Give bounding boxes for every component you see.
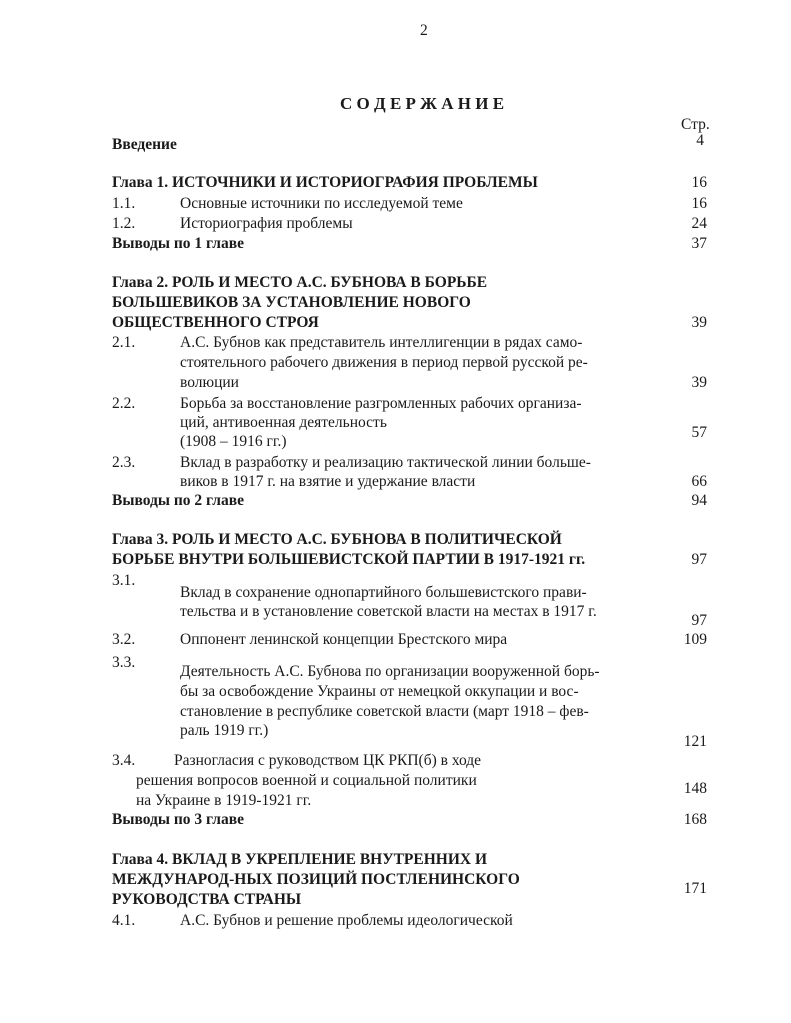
chapter1-title[interactable]: Глава 1. ИСТОЧНИКИ И ИСТОРИОГРАФИЯ ПРОБЛЕМЫ bbox=[112, 174, 538, 191]
section-4-1-num: 4.1. bbox=[112, 912, 136, 929]
chapter2-title-line[interactable]: ОБЩЕСТВЕННОГО СТРОЯ bbox=[112, 314, 319, 331]
section-2-3-num: 2.3. bbox=[112, 454, 136, 471]
section-2-2-page: 57 bbox=[691, 424, 707, 441]
section-2-3-line[interactable]: виков в 1917 г. на взятие и удержание власти bbox=[180, 473, 476, 490]
section-3-1-num: 3.1. bbox=[112, 572, 136, 589]
section-3-3-num: 3.3. bbox=[112, 654, 136, 671]
chapter2-page: 39 bbox=[691, 314, 707, 331]
intro-page: 4 bbox=[696, 132, 704, 149]
chapter4-page: 171 bbox=[683, 880, 707, 897]
section-2-2-num: 2.2. bbox=[112, 395, 136, 412]
chapter3-conclusion[interactable]: Выводы по 3 главе bbox=[112, 811, 244, 828]
chapter3-title-line[interactable]: БОРЬБЕ ВНУТРИ БОЛЬШЕВИСТСКОЙ ПАРТИИ В 1917-1921 гг. bbox=[112, 551, 586, 568]
page-col-header: Стр. bbox=[681, 116, 710, 133]
section-3-4-line[interactable]: на Украине в 1919-1921 гг. bbox=[136, 792, 312, 809]
section-4-1-line[interactable]: А.С. Бубнов и решение проблемы идеологической bbox=[180, 912, 513, 929]
chapter2-title-line[interactable]: Глава 2. РОЛЬ И МЕСТО А.С. БУБНОВА В БОРЬБЕ bbox=[112, 274, 488, 291]
section-1-2-page: 24 bbox=[691, 215, 707, 232]
chapter4-title-line[interactable]: РУКОВОДСТВА СТРАНЫ bbox=[112, 891, 302, 908]
chapter1-conclusion-page: 37 bbox=[691, 235, 707, 252]
section-3-3-line[interactable]: раль 1919 гг.) bbox=[180, 722, 269, 739]
section-3-2-line[interactable]: Оппонент ленинской концепции Брестского мира bbox=[180, 631, 508, 648]
chapter2-conclusion-page: 94 bbox=[691, 492, 707, 509]
section-3-2-num: 3.2. bbox=[112, 631, 136, 648]
chapter1-page: 16 bbox=[691, 174, 707, 191]
section-3-4-num: 3.4. bbox=[112, 752, 136, 769]
section-3-3-page: 121 bbox=[683, 733, 707, 750]
page-number: 2 bbox=[420, 22, 428, 39]
section-3-2-page: 109 bbox=[683, 631, 707, 648]
chapter2-conclusion[interactable]: Выводы по 2 главе bbox=[112, 492, 244, 509]
chapter1-conclusion[interactable]: Выводы по 1 главе bbox=[112, 235, 244, 252]
section-2-2-line[interactable]: (1908 – 1916 гг.) bbox=[180, 433, 287, 450]
section-2-1-line[interactable]: стоятельного рабочего движения в период первой русской ре- bbox=[180, 354, 588, 371]
section-2-3-page: 66 bbox=[691, 473, 707, 490]
section-3-4-line[interactable]: решения вопросов военной и социальной политики bbox=[136, 772, 477, 789]
section-2-2-line[interactable]: ций, антивоенная деятельность bbox=[180, 414, 387, 431]
section-1-2-text[interactable]: Историография проблемы bbox=[180, 215, 353, 232]
section-2-3-line[interactable]: Вклад в разработку и реализацию тактической линии больше- bbox=[180, 454, 591, 471]
section-3-4-page: 148 bbox=[683, 780, 707, 797]
section-1-1-num: 1.1. bbox=[112, 195, 136, 212]
section-3-1-page: 97 bbox=[691, 612, 707, 629]
chapter4-title-line[interactable]: МЕЖДУНАРОД-НЫХ ПОЗИЦИЙ ПОСТЛЕНИНСКОГО bbox=[112, 871, 520, 888]
chapter3-title-line[interactable]: Глава 3. РОЛЬ И МЕСТО А.С. БУБНОВА В ПОЛИТИЧЕСКОЙ bbox=[112, 531, 562, 548]
chapter3-conclusion-page: 168 bbox=[683, 811, 707, 828]
section-3-1-line[interactable]: Вклад в сохранение однопартийного большевистского прави- bbox=[180, 584, 587, 601]
section-2-2-line[interactable]: Борьба за восстановление разгромленных рабочих организа- bbox=[180, 395, 582, 412]
section-2-1-num: 2.1. bbox=[112, 334, 136, 351]
section-2-1-line[interactable]: А.С. Бубнов как представитель интеллигенции в рядах само- bbox=[180, 334, 583, 351]
chapter3-page: 97 bbox=[691, 551, 707, 568]
intro-label[interactable]: Введение bbox=[112, 136, 177, 153]
section-3-3-line[interactable]: бы за освобождение Украины от немецкой оккупации и вос- bbox=[180, 683, 579, 700]
page-title: С О Д Е Р Ж А Н И Е bbox=[340, 94, 505, 113]
section-1-1-text[interactable]: Основные источники по исследуемой теме bbox=[180, 195, 463, 212]
section-2-1-page: 39 bbox=[691, 374, 707, 391]
section-3-3-line[interactable]: становление в республике советской власти (март 1918 – фев- bbox=[180, 703, 589, 720]
section-2-1-line[interactable]: волюции bbox=[180, 374, 239, 391]
chapter4-title-line[interactable]: Глава 4. ВКЛАД В УКРЕПЛЕНИЕ ВНУТРЕННИХ И bbox=[112, 851, 488, 868]
section-3-1-line[interactable]: тельства и в установление советской власти на местах в 1917 г. bbox=[180, 603, 597, 620]
section-1-1-page: 16 bbox=[691, 195, 707, 212]
section-1-2-num: 1.2. bbox=[112, 215, 136, 232]
section-3-3-line[interactable]: Деятельность А.С. Бубнова по организации вооруженной борь- bbox=[180, 663, 600, 680]
section-3-4-line[interactable]: Разногласия с руководством ЦК РКП(б) в ходе bbox=[174, 752, 482, 769]
chapter2-title-line[interactable]: БОЛЬШЕВИКОВ ЗА УСТАНОВЛЕНИЕ НОВОГО bbox=[112, 294, 471, 311]
